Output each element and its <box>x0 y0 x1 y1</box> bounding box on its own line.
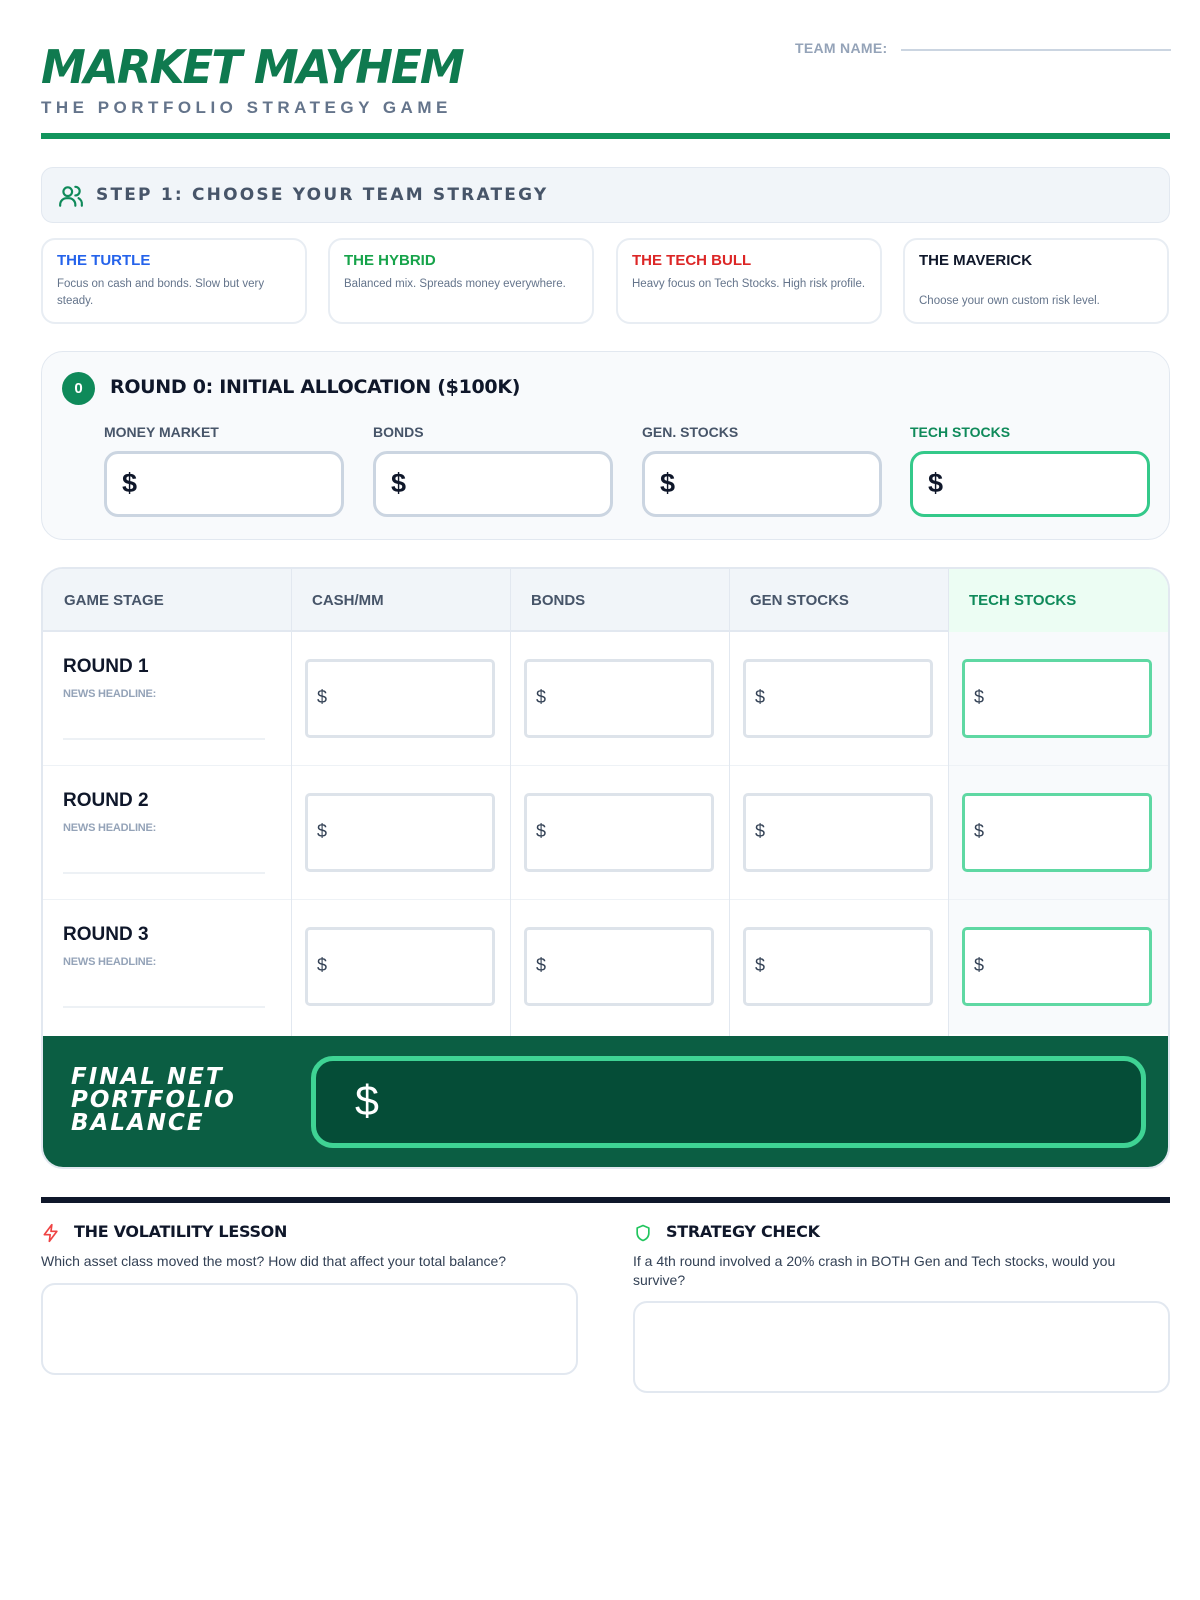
currency-symbol: $ <box>755 821 766 841</box>
team-name-field[interactable] <box>901 49 1171 51</box>
column-header: GEN STOCKS <box>750 592 849 609</box>
currency-symbol: $ <box>660 468 676 498</box>
gen-stocks-input[interactable] <box>743 659 933 738</box>
lightning-icon <box>41 1223 61 1243</box>
table-header <box>43 569 1168 632</box>
team-name-label: TEAM NAME: <box>795 40 888 56</box>
round-name: ROUND 2 <box>63 790 149 811</box>
round-badge: 0 <box>62 372 95 405</box>
currency-symbol: $ <box>317 955 328 975</box>
round0-title: ROUND 0: INITIAL ALLOCATION ($100K) <box>110 376 521 398</box>
column-header: TECH STOCKS <box>948 569 1170 632</box>
column-header: CASH/MM <box>312 592 384 609</box>
bonds-input[interactable] <box>373 451 613 517</box>
currency-symbol: $ <box>355 1077 379 1125</box>
bonds-input[interactable] <box>524 659 714 738</box>
bonds-input[interactable] <box>524 927 714 1006</box>
strategy-description: Heavy focus on Tech Stocks. High risk profile. <box>632 278 866 290</box>
currency-symbol: $ <box>391 468 407 498</box>
currency-symbol: $ <box>317 687 328 707</box>
round-name: ROUND 1 <box>63 656 149 677</box>
final-balance-label: FINAL NET PORTFOLIO BALANCE <box>71 1064 236 1136</box>
page-subtitle: THE PORTFOLIO STRATEGY GAME <box>41 98 452 117</box>
strategy-card-maverick[interactable] <box>903 238 1169 324</box>
final-balance-input[interactable] <box>311 1056 1146 1148</box>
currency-symbol: $ <box>755 687 766 707</box>
cash-input[interactable] <box>305 793 495 872</box>
money-market-input[interactable] <box>104 451 344 517</box>
currency-symbol: $ <box>974 821 985 841</box>
currency-symbol: $ <box>974 687 985 707</box>
tech-stocks-label: TECH STOCKS <box>910 424 1011 440</box>
round-name: ROUND 3 <box>63 924 149 945</box>
step1-title: STEP 1: CHOOSE YOUR TEAM STRATEGY <box>96 185 549 205</box>
strategy-check-title: STRATEGY CHECK <box>666 1222 820 1241</box>
currency-symbol: $ <box>928 468 944 498</box>
shield-icon <box>633 1223 653 1243</box>
users-icon <box>58 183 84 209</box>
strategy-name: THE MAVERICK <box>919 252 1033 269</box>
currency-symbol: $ <box>536 955 547 975</box>
cash-input[interactable] <box>305 659 495 738</box>
strategy-card-tech-bull[interactable] <box>616 238 882 324</box>
section-divider <box>41 1197 1170 1203</box>
currency-symbol: $ <box>317 821 328 841</box>
news-headline-field[interactable] <box>63 872 265 874</box>
bonds-input[interactable] <box>524 793 714 872</box>
tech-stocks-input[interactable] <box>962 659 1152 738</box>
page-title: MARKET MAYHEM <box>41 40 463 94</box>
money-market-label: MONEY MARKET <box>104 424 219 440</box>
strategy-name: THE TURTLE <box>57 252 151 269</box>
gen-stocks-label: GEN. STOCKS <box>642 424 739 440</box>
strategy-check-answer-field[interactable] <box>633 1301 1170 1393</box>
strategy-description: Focus on cash and bonds. Slow but very steady. <box>57 278 265 307</box>
strategy-description: Choose your own custom risk level. <box>919 295 1100 307</box>
strategy-check-question: If a 4th round involved a 20% crash in BOTH Gen and Tech stocks, would you survive? <box>633 1253 1116 1288</box>
rounds-table <box>41 567 1170 1169</box>
news-headline-label: NEWS HEADLINE: <box>63 956 157 968</box>
table-row <box>43 766 1168 900</box>
gen-stocks-input[interactable] <box>743 793 933 872</box>
table-row <box>43 632 1168 766</box>
news-headline-field[interactable] <box>63 1006 265 1008</box>
tech-stocks-input[interactable] <box>962 793 1152 872</box>
step1-header <box>41 167 1170 223</box>
header-divider <box>41 133 1170 139</box>
news-headline-label: NEWS HEADLINE: <box>63 688 157 700</box>
currency-symbol: $ <box>974 955 985 975</box>
strategy-card-turtle[interactable] <box>41 238 307 324</box>
news-headline-label: NEWS HEADLINE: <box>63 822 157 834</box>
column-header: GAME STAGE <box>64 592 164 609</box>
strategy-name: THE TECH BULL <box>632 252 752 269</box>
tech-stocks-input[interactable] <box>910 451 1150 517</box>
cash-input[interactable] <box>305 927 495 1006</box>
strategy-name: THE HYBRID <box>344 252 436 269</box>
volatility-title: THE VOLATILITY LESSON <box>74 1222 288 1241</box>
volatility-answer-field[interactable] <box>41 1283 578 1375</box>
volatility-question: Which asset class moved the most? How did that affect your total balance? <box>41 1253 507 1269</box>
gen-stocks-input[interactable] <box>642 451 882 517</box>
currency-symbol: $ <box>122 468 138 498</box>
tech-stocks-input[interactable] <box>962 927 1152 1006</box>
news-headline-field[interactable] <box>63 738 265 740</box>
strategy-card-hybrid[interactable] <box>328 238 594 324</box>
bonds-label: BONDS <box>373 424 424 440</box>
strategy-description: Balanced mix. Spreads money everywhere. <box>344 278 566 290</box>
column-header: BONDS <box>531 592 586 609</box>
strategy-cards <box>41 238 1170 324</box>
round0-panel <box>41 351 1170 540</box>
currency-symbol: $ <box>755 955 766 975</box>
currency-symbol: $ <box>536 687 547 707</box>
currency-symbol: $ <box>536 821 547 841</box>
final-balance-row <box>43 1036 1168 1169</box>
table-row <box>43 900 1168 1034</box>
gen-stocks-input[interactable] <box>743 927 933 1006</box>
